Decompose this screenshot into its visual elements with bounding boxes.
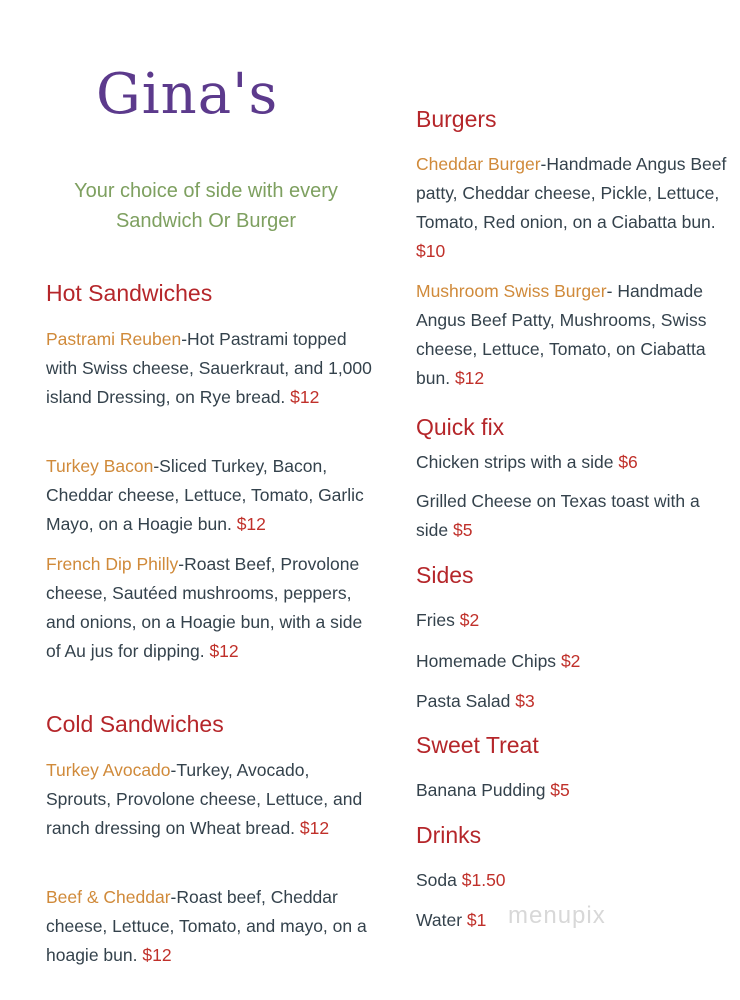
item-desc: Grilled Cheese on Texas toast with a side (416, 491, 700, 540)
menu-item (416, 150, 736, 266)
item-desc: Homemade Chips (416, 651, 557, 671)
menu-item (416, 647, 736, 676)
item-name: Turkey Avocado (46, 760, 171, 780)
item-price: $3 (515, 691, 535, 711)
menu-item (46, 756, 376, 843)
item-desc: Soda (416, 870, 457, 890)
item-price: $12 (454, 368, 485, 388)
item-price: $12 (299, 818, 330, 838)
item-price: $12 (209, 641, 239, 661)
restaurant-title: Gina's (96, 62, 279, 127)
item-price: $5 (550, 780, 570, 800)
menu-item (46, 883, 376, 970)
item-desc: - Handmade Angus Beef Patty, Mushrooms, Swiss cheese, Lettuce, Tomato, on Ciabatta bun. (416, 281, 707, 388)
heading-sweet-treat: Sweet Treat (416, 732, 539, 758)
heading-quick-fix: Quick fix (416, 414, 505, 440)
item-desc: Pasta Salad (416, 691, 511, 711)
menu-item (416, 606, 736, 635)
item-price: $1 (466, 910, 487, 930)
heading-sides: Sides (416, 562, 474, 588)
item-name: French Dip Philly (46, 554, 179, 574)
item-price: $1.50 (461, 870, 506, 890)
item-price: $12 (290, 387, 320, 407)
menu-item (416, 487, 736, 545)
item-price: $10 (416, 241, 446, 261)
item-desc: -Handmade Angus Beef patty, Cheddar cheese, Pickle, Lettuce, Tomato, Red onion, on a Ciabatta bun. (416, 154, 727, 232)
heading-hot-sandwiches: Hot Sandwiches (46, 280, 213, 306)
item-price: $6 (618, 452, 638, 472)
menu-item (416, 866, 736, 895)
menu-item (46, 452, 376, 539)
item-price: $2 (560, 651, 581, 671)
menu-item (416, 277, 736, 393)
item-price: $12 (236, 514, 266, 534)
item-name: Cheddar Burger (416, 154, 541, 174)
item-name: Pastrami Reuben (46, 329, 182, 349)
item-name: Mushroom Swiss Burger (416, 281, 607, 301)
menu-item (46, 550, 376, 666)
item-price: $2 (459, 610, 480, 630)
item-desc: -Hot Pastrami topped with Swiss cheese, Sauerkraut, and 1,000 island Dressing, on Rye bread. (46, 329, 372, 407)
item-price: $12 (142, 945, 172, 965)
item-desc: Banana Pudding (416, 780, 546, 800)
item-desc: Water (416, 910, 463, 930)
menu-item (416, 776, 736, 805)
item-desc: Chicken strips with a side (416, 452, 614, 472)
item-desc: -Roast beef, Cheddar cheese, Lettuce, Tomato, and mayo, on a hoagie bun. (46, 887, 367, 965)
heading-drinks: Drinks (416, 822, 482, 848)
watermark: menupix (508, 902, 606, 929)
heading-burgers: Burgers (416, 106, 497, 132)
menu-item (416, 448, 736, 477)
menu-item (46, 325, 376, 412)
item-desc: -Sliced Turkey, Bacon, Cheddar cheese, Lettuce, Tomato, Garlic Mayo, on a Hoagie bun. (46, 456, 364, 534)
item-desc: -Turkey, Avocado, Sprouts, Provolone cheese, Lettuce, and ranch dressing on Wheat bread. (46, 760, 363, 838)
menu-item (416, 687, 736, 716)
item-desc: Fries (416, 610, 455, 630)
item-name: Beef & Cheddar (46, 887, 171, 907)
item-price: $5 (452, 520, 473, 540)
item-desc: -Roast Beef, Provolone cheese, Sautéed mushrooms, peppers, and onions, on a Hoagie bun, with a side of Au jus for dipping. (46, 554, 363, 661)
tagline: Your choice of side with every Sandwich Or Burger (74, 180, 338, 232)
heading-cold-sandwiches: Cold Sandwiches (46, 711, 224, 737)
item-name: Turkey Bacon (46, 456, 154, 476)
